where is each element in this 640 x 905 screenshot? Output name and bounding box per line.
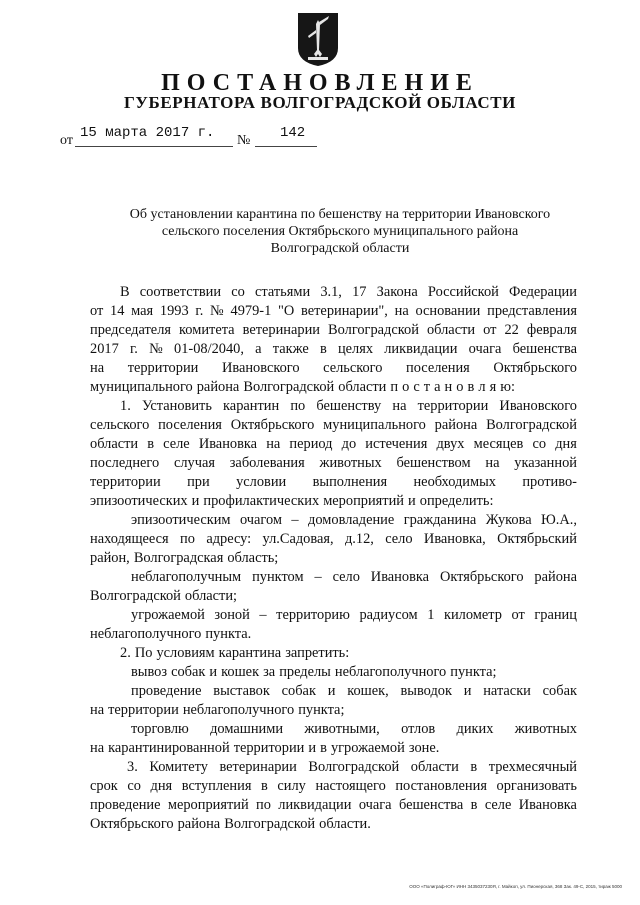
subject-line: сельского поселения Октябрьского муниципального района [161,224,519,239]
number-underline [255,146,317,147]
body-line: на карантинированной территории и в угрожаемой зоне. [90,740,440,756]
body-line: проведение выставок собак и кошек, выводок и натаски собак [131,683,577,699]
body-line: 2017 г. № 01-08/2040, а также в целях ликвидации очага бешенства [90,341,577,357]
volgograd-coat-of-arms [295,10,341,68]
body-line: неблагополучным пунктом – село Ивановка Октябрьского района [131,569,577,585]
body-line: 2. По условиям карантина запретить: [120,645,350,661]
printer-imprint: ООО «Полиграф-ЮГ» ИНН 3435037230Я, г. Майкоп, ул. Пионерская, 368 Зак. 49-С, 2015, тираж 5000 [409,884,622,889]
subject-line: Об установлении карантина по бешенству на территории Ивановского [129,207,551,222]
body-line: находящееся по адресу: ул.Садовая, д.12, село Ивановка, Октябрьский [90,531,577,547]
body-line: территории при условии выполнения необходимых противо- [90,474,577,490]
document-issuer: ГУБЕРНАТОРА ВОЛГОГРАДСКОЙ ОБЛАСТИ [124,93,516,112]
body-line: вывоз собак и кошек за пределы неблагополучного пункта; [131,664,497,680]
body-line: срок со дня вступления в силу настоящего постановления организовать [90,778,577,794]
body-line: угрожаемой зоной – территорию радиусом 1 километр от границ [131,607,577,623]
body-line: на территории неблагополучного пункта; [90,702,345,718]
body-line: последнего случая заболевания животных бешенством на указанной [90,455,577,471]
number-prefix: № [237,133,251,148]
body-line: муниципального района Волгоградской области п о с т а н о в л я ю: [90,379,515,395]
date-number-line [60,125,340,147]
body-line: от 14 мая 1993 г. № 4979-1 "О ветеринарии", на основании представления [90,303,577,319]
body-line: эпизоотических и профилактических мероприятий и определить: [90,493,494,509]
body-line: Октябрьского района Волгоградской области. [90,816,371,832]
subject-line: Волгоградской области [270,241,410,256]
body-line: торговлю домашними животными, отлов диких животных [131,721,577,737]
body-line: район, Волгоградская область; [90,550,279,566]
body-line: Волгоградской области; [90,588,238,604]
body-line: эпизоотическим очагом – домовладение гражданина Жукова Ю.А., [131,512,577,528]
document-subject [100,206,580,257]
document-date: 15 марта 2017 г. [80,125,215,141]
document-title: ПОСТАНОВЛЕНИЕ [161,70,479,96]
body-line: неблагополучного пункта. [90,626,252,642]
body-line: В соответствии со статьями 3.1, 17 Закона Российской Федерации [120,284,577,300]
body-line: сельского поселения Октябрьского муниципального района Волгоградской [90,417,577,433]
date-prefix: от [60,133,73,148]
document-body [90,283,577,834]
body-line: 3. Комитету ветеринарии Волгоградской области в трехмесячный [127,759,577,775]
body-line: председателя комитета ветеринарии Волгоградской области от 22 февраля [90,322,577,338]
document-number: 142 [280,125,306,141]
date-underline [75,146,233,147]
body-line: 1. Установить карантин по бешенству на территории Ивановского [120,398,577,414]
body-line: на территории Ивановского сельского поселения Октябрьского [90,360,577,376]
body-line: области в селе Ивановка на период до истечения двух месяцев со дня [90,436,577,452]
body-line: проведение мероприятий по ликвидации очага бешенства в селе Ивановка [90,797,577,813]
